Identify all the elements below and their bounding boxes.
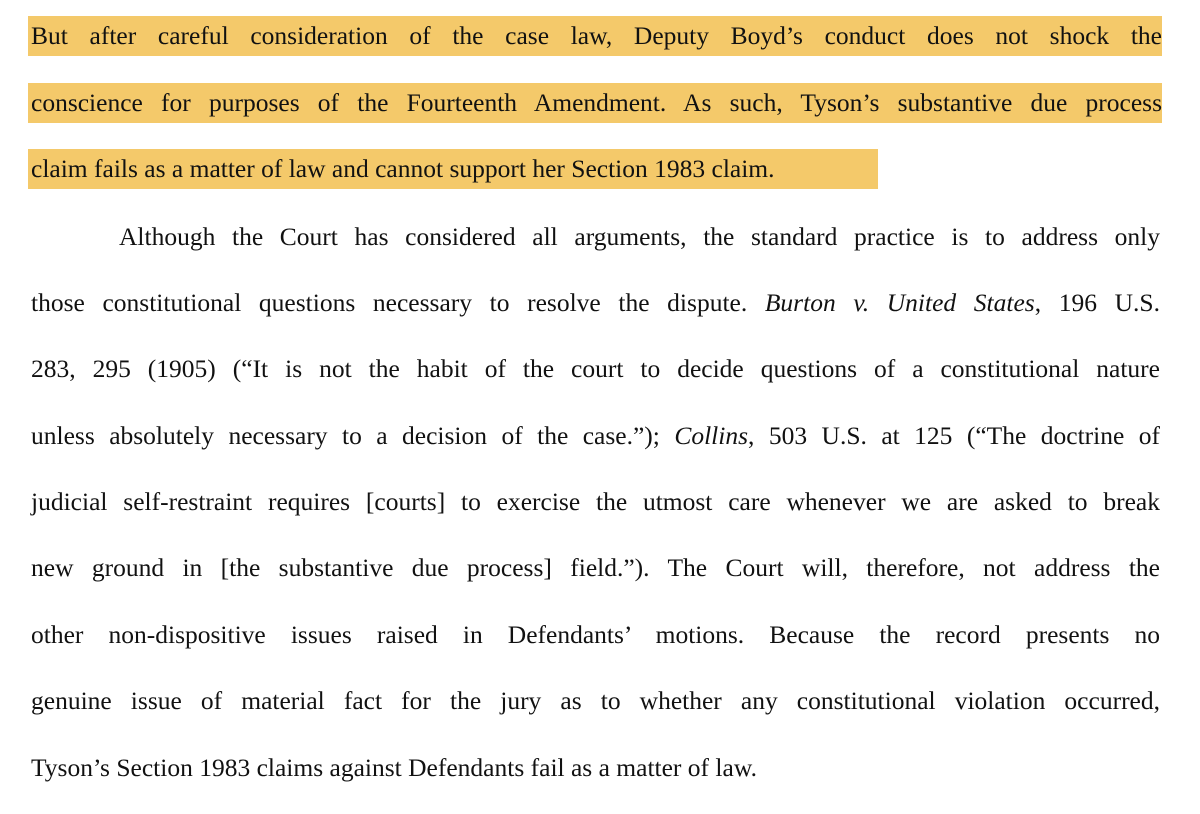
highlighted-line-3: claim fails as a matter of law and cannot support her Section 1983 claim. [28,149,878,189]
line-text: unless absolutely necessary to a decision of the case.”); [31,421,675,450]
case-citation-collins: Collins [674,421,749,450]
highlighted-line-1: But after careful consideration of the case law, Deputy Boyd’s conduct does not shock the [28,16,1162,56]
paragraph-line-4 [31,416,1160,456]
paragraph-line-5: judicial self-restraint requires [courts] to exercise the utmost care whenever we are asked to break [31,487,1160,516]
paragraph-line-3: 283, 295 (1905) (“It is not the habit of the court to decide questions of a constitutional nature [31,354,1160,383]
line-text: , 196 U.S. [1034,288,1160,317]
line-text: , 503 U.S. at 125 (“The doctrine of [748,421,1160,450]
paragraph-line-7: other non-dispositive issues raised in Defendants’ motions. Because the record presents no [31,620,1160,649]
case-citation-burton: Burton v. United States [764,288,1035,317]
line-text: those constitutional questions necessary to resolve the dispute. [31,288,765,317]
paragraph-line-1: Although the Court has considered all arguments, the standard practice is to address only [119,222,1160,251]
paragraph-line-6: new ground in [the substantive due process] field.”). The Court will, therefore, not address the [31,553,1160,582]
paragraph-line-8: genuine issue of material fact for the jury as to whether any constitutional violation occurred, [31,686,1160,715]
highlighted-line-2: conscience for purposes of the Fourteenth Amendment. As such, Tyson’s substantive due process [28,83,1162,123]
paragraph-line-9: Tyson’s Section 1983 claims against Defendants fail as a matter of law. [31,753,757,782]
paragraph-line-2 [31,283,1160,323]
